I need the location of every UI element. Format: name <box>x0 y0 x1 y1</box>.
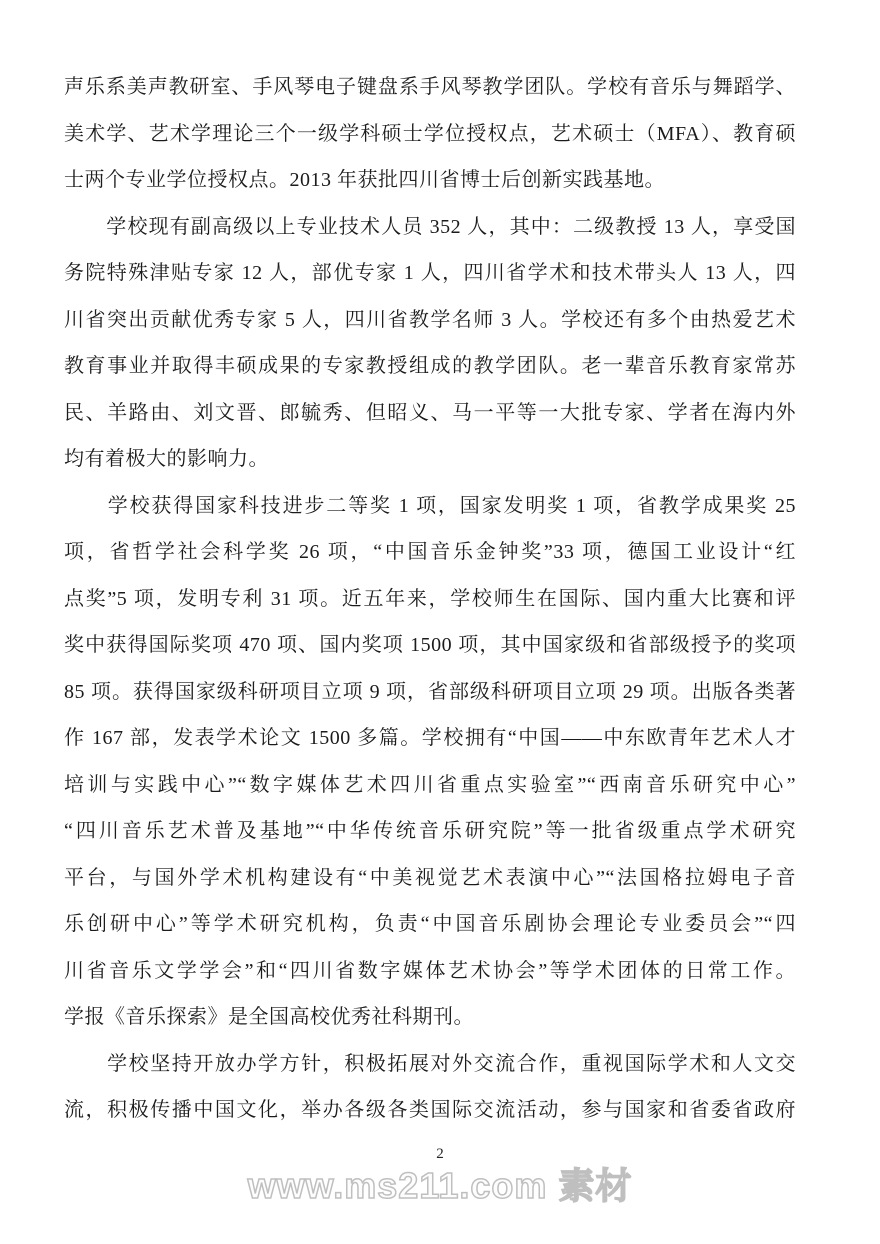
page-number: 2 <box>436 1146 444 1162</box>
text-line: 美术学、艺术学理论三个一级学科硕士学位授权点，艺术硕士（MFA）、教育硕 <box>64 122 796 145</box>
text-line: 士两个专业学位授权点。2013 年获批四川省博士后创新实践基地。 <box>64 169 665 191</box>
text-line: 项，省哲学社会科学奖 26 项，“中国音乐金钟奖”33 项，德国工业设计“红 <box>64 541 796 563</box>
text-line: “四川音乐艺术普及基地”“中华传统音乐研究院”等一批省级重点学术研究 <box>64 820 796 842</box>
text-line: 民、羊路由、刘文晋、郎毓秀、但昭义、马一平等一大批专家、学者在海内外 <box>64 401 796 424</box>
text-line: 点奖”5 项，发明专利 31 项。近五年来，学校师生在国际、国内重大比赛和评 <box>64 587 796 610</box>
text-line: 培训与实践中心”“数字媒体艺术四川省重点实验室”“西南音乐研究中心” <box>64 773 796 796</box>
text-line: 川省音乐文学学会”和“四川省数字媒体艺术协会”等学术团体的日常工作。 <box>64 959 796 982</box>
text-line: 85 项。获得国家级科研项目立项 9 项，省部级科研项目立项 29 项。出版各类著 <box>64 680 796 703</box>
text-line: 川省突出贡献优秀专家 5 人，四川省教学名师 3 人。学校还有多个由热爱艺术 <box>64 308 796 331</box>
text-line: 学报《音乐探索》是全国高校优秀社科期刊。 <box>64 1006 474 1028</box>
text-line: 作 167 部，发表学术论文 1500 多篇。学校拥有“中国——中东欧青年艺术人才 <box>64 727 796 749</box>
text-line: 乐创研中心”等学术研究机构，负责“中国音乐剧协会理论专业委员会”“四 <box>64 913 796 935</box>
text-line: 流，积极传播中国文化，举办各级各类国际交流活动，参与国家和省委省政府 <box>64 1099 796 1121</box>
text-line: 学校坚持开放办学方针，积极拓展对外交流合作，重视国际学术和人文交 <box>64 1052 796 1075</box>
text-line: 学校获得国家科技进步二等奖 1 项，国家发明奖 1 项，省教学成果奖 25 <box>64 494 796 517</box>
text-line: 奖中获得国际奖项 470 项、国内奖项 1500 项，其中国家级和省部级授予的奖项 <box>64 634 796 656</box>
text-line: 教育事业并取得丰硕成果的专家教授组成的教学团队。老一辈音乐教育家常苏 <box>64 355 796 377</box>
text-line: 声乐系美声教研室、手风琴电子键盘系手风琴教学团队。学校有音乐与舞蹈学、 <box>64 76 796 98</box>
text-line: 均有着极大的影响力。 <box>64 448 269 470</box>
watermark-text: www.ms211.com 素材 <box>247 1165 633 1206</box>
text-line: 务院特殊津贴专家 12 人，部优专家 1 人，四川省学术和技术带头人 13 人，四 <box>64 262 796 284</box>
document-lines <box>64 64 796 1134</box>
text-line: 平台，与国外学术机构建设有“中美视觉艺术表演中心”“法国格拉姆电子音 <box>64 866 796 889</box>
text-line: 学校现有副高级以上专业技术人员 352 人，其中：二级教授 13 人，享受国 <box>64 215 796 238</box>
